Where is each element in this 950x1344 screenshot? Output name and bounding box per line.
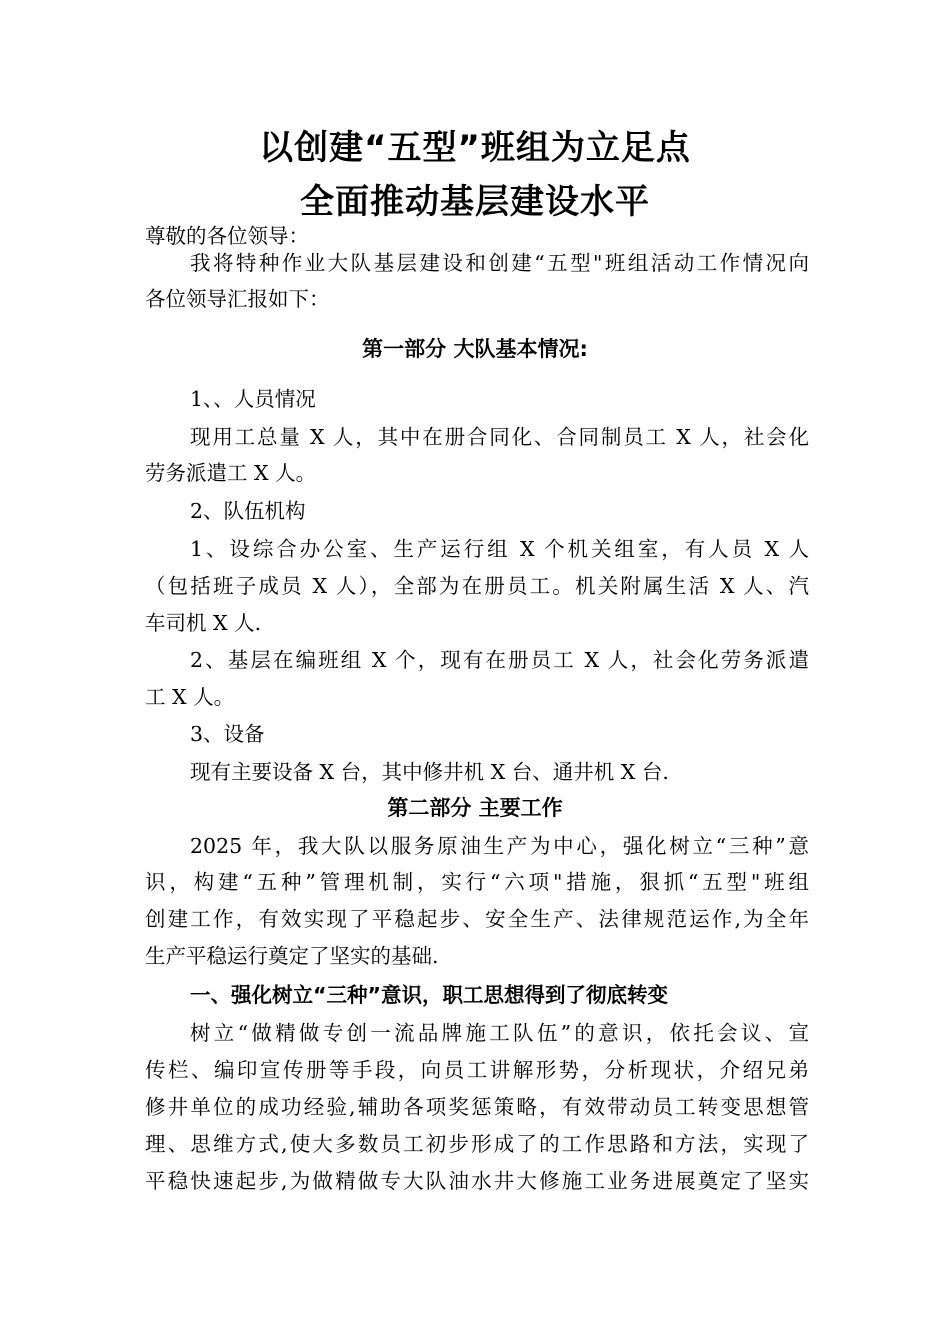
part2-intro-line-3: 创建工作，有效实现了平稳起步、安全生产、法律规范运作,为全年: [145, 907, 809, 931]
section1-line-2: 传栏、编印宣传册等手段，向员工讲解形势，分析现状，介绍兄弟: [145, 1058, 809, 1082]
item3-text: 现有主要设备 X 台，其中修井机 X 台、通井机 X 台.: [190, 760, 669, 784]
salutation: 尊敬的各位领导：: [145, 224, 309, 248]
item2-p1-line-3: 车司机 X 人.: [145, 611, 262, 635]
item1-text-line-1: 现用工总量 X 人，其中在册合同化、合同制员工 X 人，社会化: [190, 425, 809, 449]
item1-text-line-2: 劳务派遣工 X 人。: [145, 461, 317, 485]
intro-line-2: 各位领导汇报如下：: [145, 287, 330, 311]
item2-p1-line-2: （包括班子成员 X 人），全部为在册员工。机关附属生活 X 人、汽: [145, 574, 809, 598]
part1-heading: 第一部分 大队基本情况:: [362, 337, 588, 361]
item1-title: 1、、人员情况: [190, 387, 316, 411]
section1-line-4: 理、思维方式,使大多数员工初步形成了的工作思路和方法，实现了: [145, 1132, 809, 1156]
item2-p1-line-1: 1、设综合办公室、生产运行组 X 个机关组室，有人员 X 人: [190, 537, 809, 561]
part2-intro-line-4: 生产平稳运行奠定了坚实的基础.: [145, 944, 439, 968]
item2-title: 2、队伍机构: [190, 499, 306, 523]
document-title-line-2: 全面推动基层建设水平: [300, 182, 650, 222]
section1-heading: 一、强化树立“三种”意识，职工思想得到了彻底转变: [190, 983, 668, 1007]
section1-line-1: 树立“做精做专创一流品牌施工队伍”的意识，依托会议、宣: [190, 1021, 809, 1045]
section1-line-5: 平稳快速起步,为做精做专大队油水井大修施工业务进展奠定了坚实: [145, 1169, 809, 1193]
part2-intro-line-2: 识，构建“五种”管理机制，实行“六项"措施，狠抓“五型"班组: [145, 870, 809, 894]
document-title-line-1: 以创建“五型”班组为立足点: [259, 128, 691, 168]
intro-line-1: 我将特种作业大队基层建设和创建“五型"班组活动工作情况向: [190, 251, 809, 275]
item2-p2-line-2: 工 X 人。: [145, 685, 235, 709]
item2-p2-line-1: 2、基层在编班组 X 个，现有在册员工 X 人，社会化劳务派遣: [190, 648, 809, 672]
part2-heading: 第二部分 主要工作: [387, 796, 563, 820]
part2-intro-line-1: 2025 年，我大队以服务原油生产为中心，强化树立“三种”意: [190, 834, 809, 858]
item3-title: 3、设备: [190, 722, 265, 746]
section1-line-3: 修井单位的成功经验,辅助各项奖惩策略，有效带动员工转变思想管: [145, 1095, 809, 1119]
